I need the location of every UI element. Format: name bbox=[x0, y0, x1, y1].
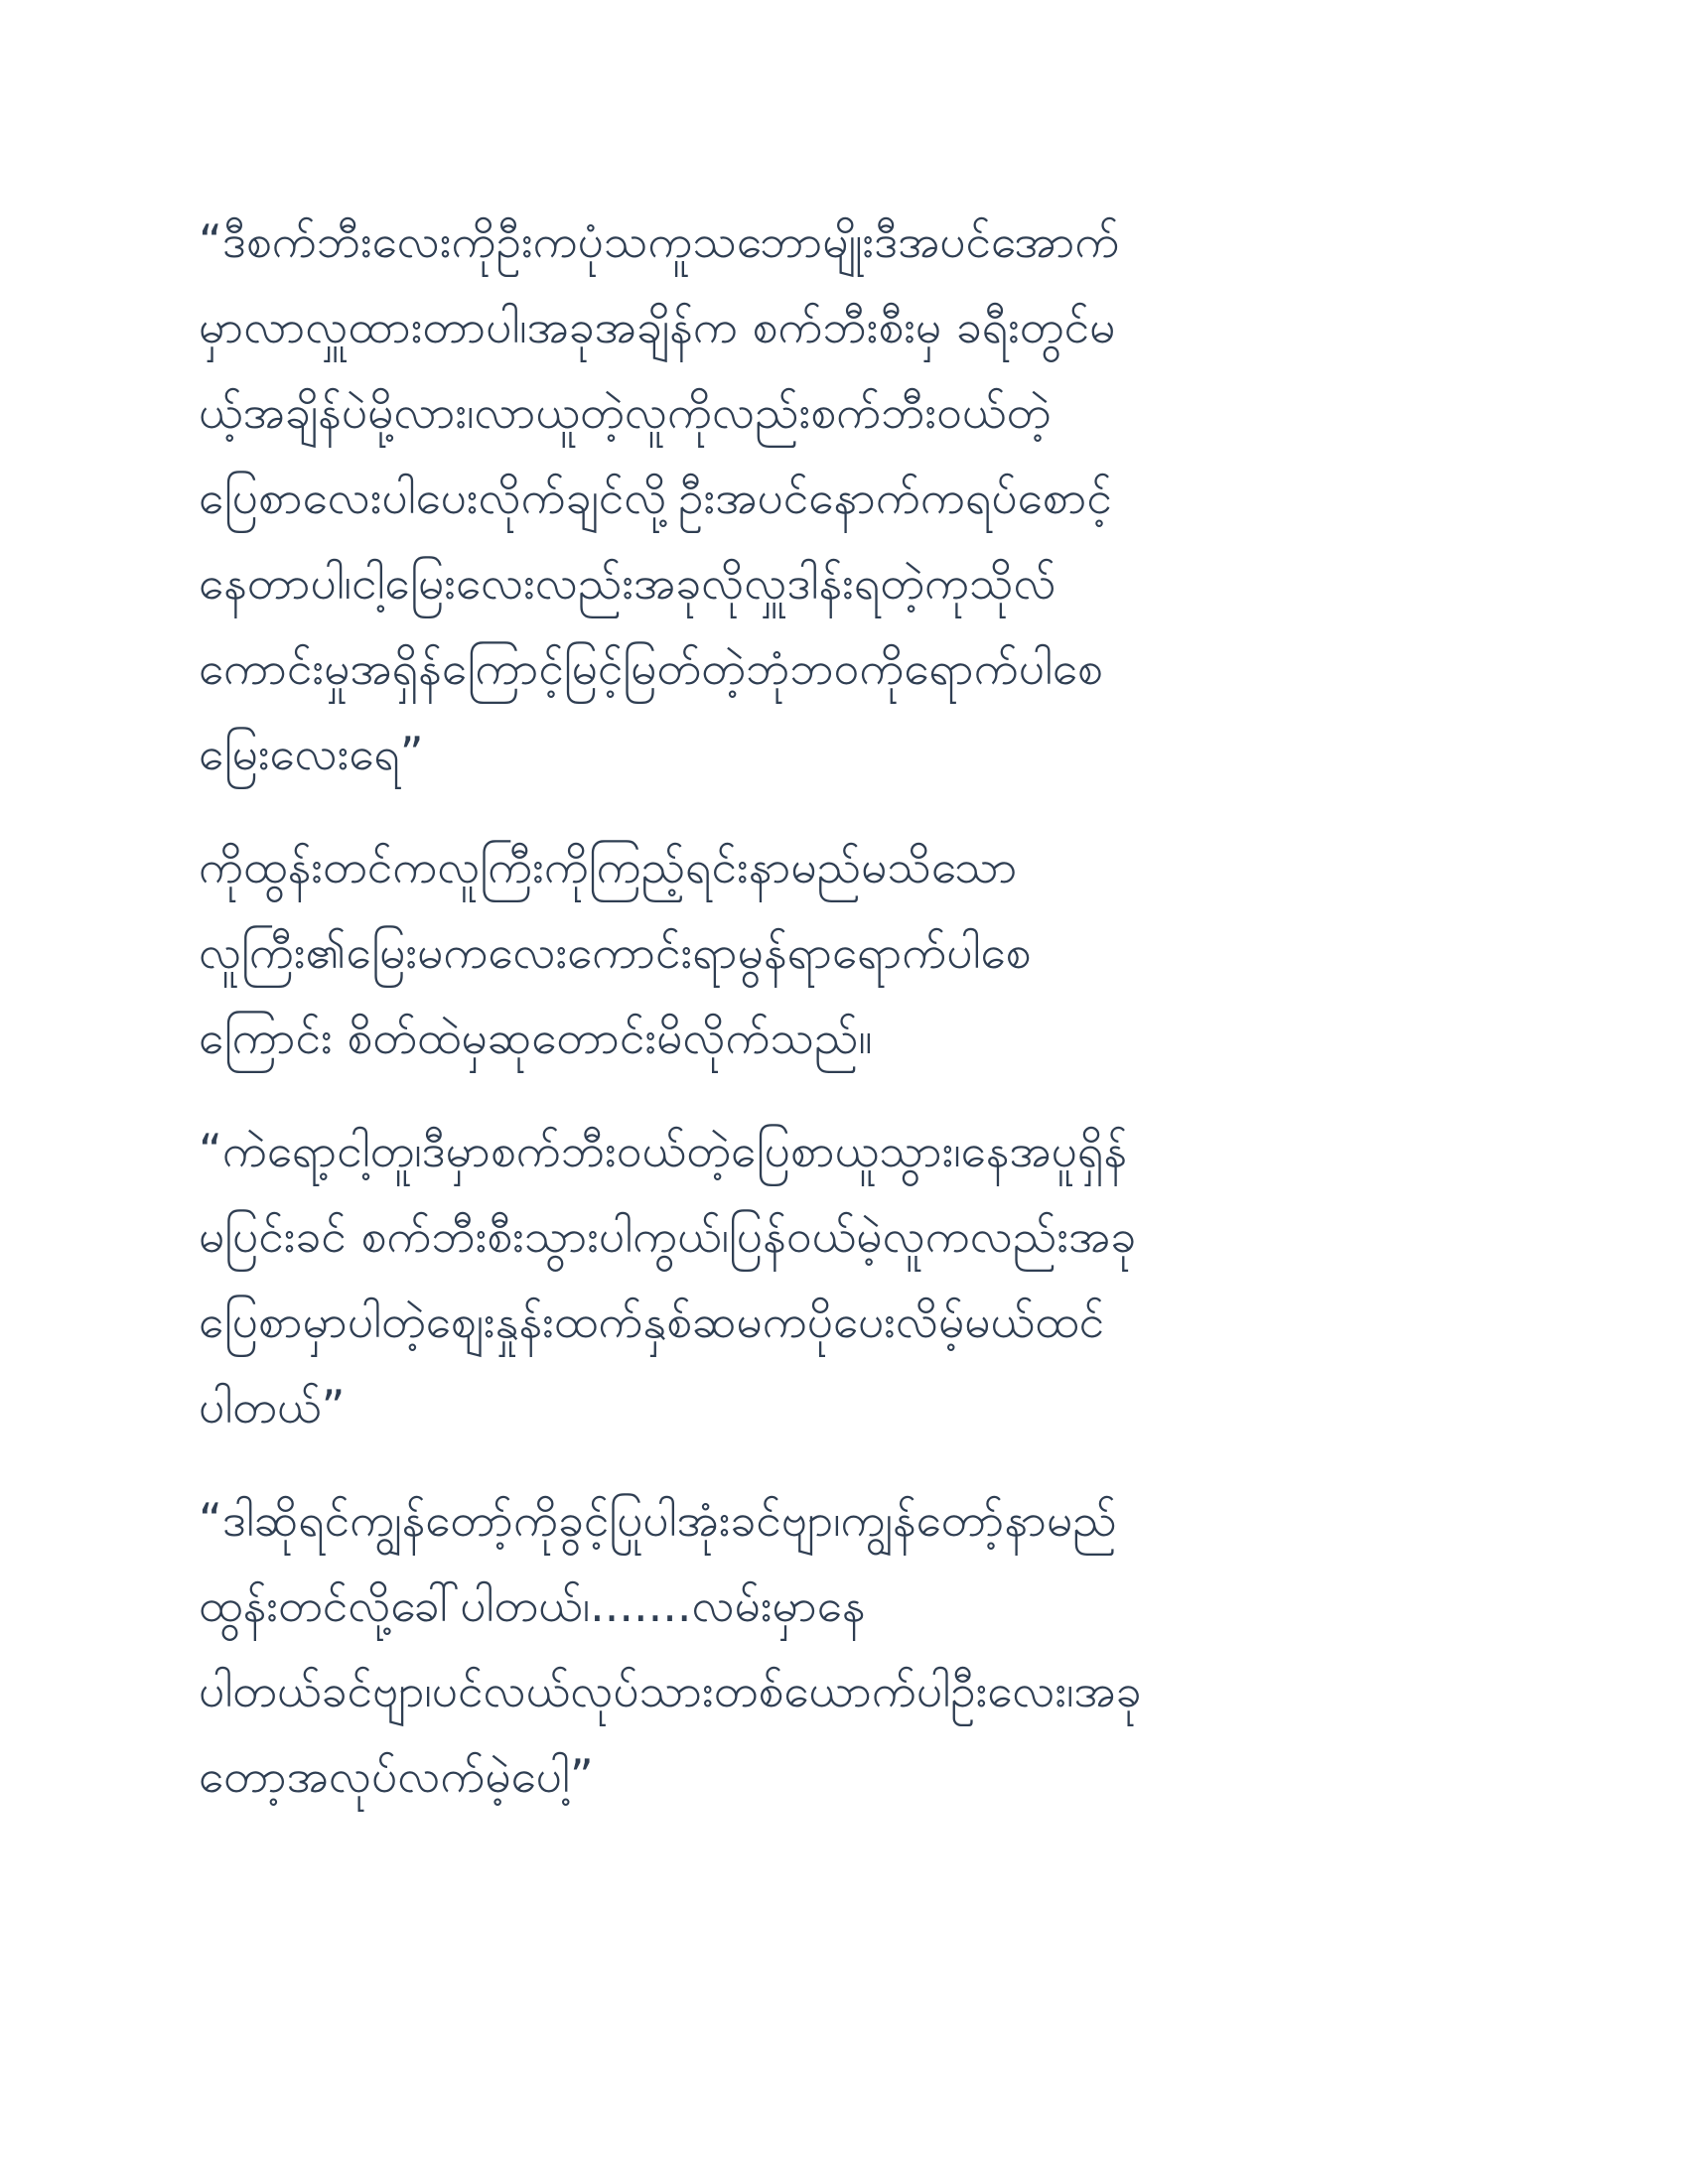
text-line: “ဒါဆိုရင်ကျွန်တော့်ကိုခွင့်ပြုပါအုံးခင်ဗျာ၊ကျွန်တော့်နာမည် bbox=[199, 1493, 1117, 1547]
text-line: ကြောင်း စိတ်ထဲမှဆုတောင်းမိလိုက်သည်။ bbox=[199, 1011, 873, 1064]
text-line: လူကြီး၏မြေးမကလေးကောင်းရာမွန်ရာရောက်ပါစေ bbox=[199, 925, 1032, 979]
text-line: ကောင်းမှုအရှိန်ကြောင့်မြင့်မြတ်တဲ့ဘုံဘဝကိုရောက်ပါစေ bbox=[199, 641, 1103, 695]
text-line: ပြေစာမှာပါတဲ့စျေးနှုန်းထက်နှစ်ဆမကပိုပေးလိမ့်မယ်ထင် bbox=[199, 1295, 1105, 1348]
text-line: “ဒီစက်ဘီးလေးကိုဦးကပုံသကူသဘောမျိုးဒီအပင်အောက် bbox=[199, 214, 1120, 268]
text-line: ထွန်းတင်လို့ခေါ်ပါတယ်၊.......လမ်းမှာနေ bbox=[199, 1578, 866, 1632]
text-line: မြေးလေးရေ” bbox=[199, 727, 424, 780]
text-line: ပြေစာလေးပါပေးလိုက်ချင်လို့ဦးအပင်နောက်ကရပ်စောင့် bbox=[199, 471, 1112, 524]
text-line: မပြင်းခင် စက်ဘီးစီးသွားပါကွယ်၊ပြန်ဝယ်မဲ့လူကလည်းအခု bbox=[199, 1209, 1137, 1263]
text-line: “ကဲရော့ငါ့တူ၊ဒီမှာစက်ဘီးဝယ်တဲ့ပြေစာယူသွား၊နေအပူရှိန် bbox=[199, 1124, 1128, 1177]
text-line: ပါတယ်ခင်ဗျာ၊ပင်လယ်လုပ်သားတစ်ယောက်ပါဦးလေး၊အခု bbox=[199, 1664, 1142, 1717]
text-line: နေတာပါ၊ငါ့မြေးလေးလည်းအခုလိုလှူဒါန်းရတဲ့ကုသိုလ် bbox=[199, 556, 1056, 610]
story-text bbox=[199, 199, 1489, 1819]
paragraph-3 bbox=[199, 1108, 1489, 1449]
text-line: မှာလာလှူထားတာပါ၊အခုအချိန်က စက်ဘီးစီးမှ ခရီးတွင်မ bbox=[199, 300, 1116, 353]
paragraph-2 bbox=[199, 824, 1489, 1080]
text-line: တော့အလုပ်လက်မဲ့ပေါ့” bbox=[199, 1749, 594, 1803]
text-line: ယ့်အချိန်ပဲမို့လား၊လာယူတဲ့လူကိုလည်းစက်ဘီးဝယ်တဲ့ bbox=[199, 385, 1052, 439]
text-line: ကိုထွန်းတင်ကလူကြီးကိုကြည့်ရင်းနာမည်မသိသော bbox=[199, 840, 1018, 893]
paragraph-1 bbox=[199, 199, 1489, 796]
text-line: ပါတယ်” bbox=[199, 1380, 346, 1433]
paragraph-4 bbox=[199, 1477, 1489, 1819]
